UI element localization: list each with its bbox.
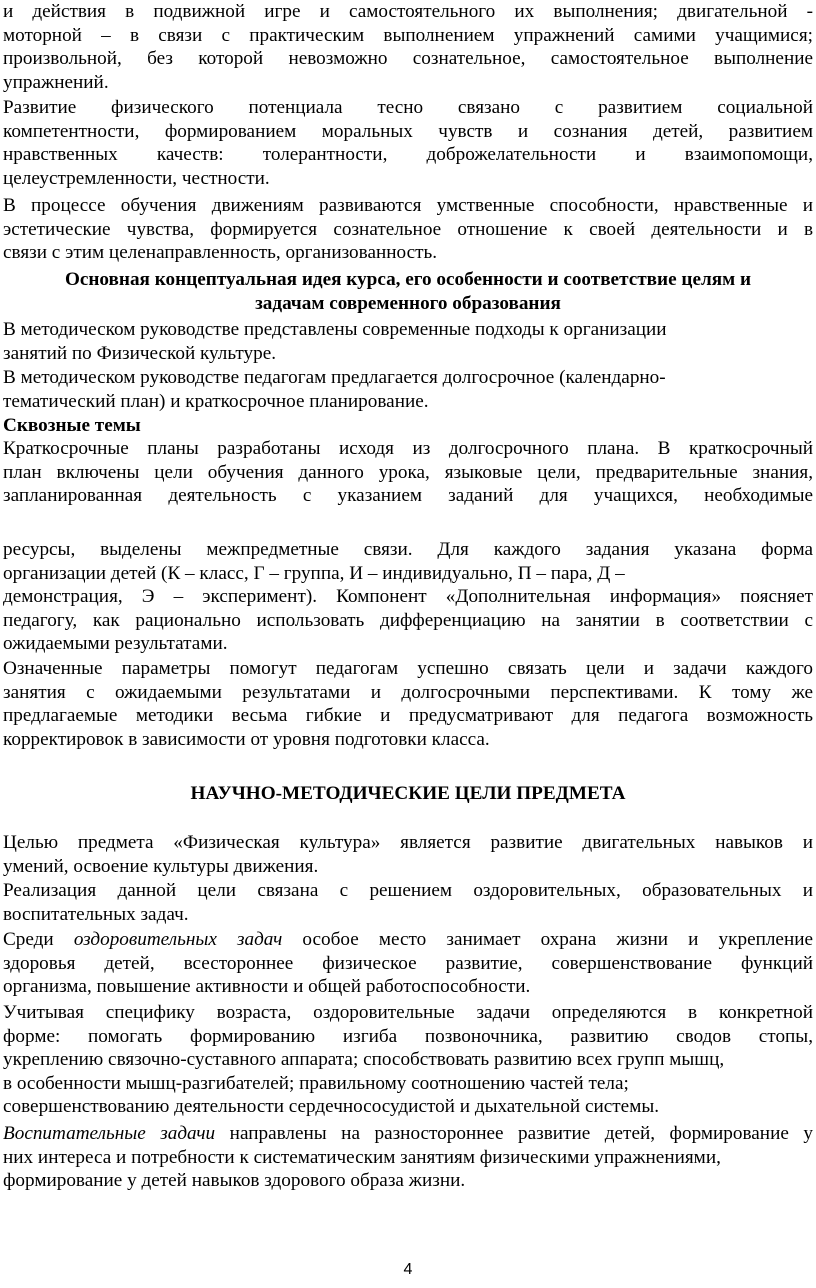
paragraph-health-tasks — [3, 928, 813, 999]
text-line: корректировок в зависимости от уровня подготовки класса. — [3, 728, 490, 750]
text-line: в особенности мышц-разгибателей; правильному соотношению частей тела; — [3, 1072, 629, 1094]
paragraph-educational-tasks — [3, 1122, 813, 1193]
text-line: целеустремленности, честности. — [3, 167, 270, 189]
text-line: предлагаемые методики весьма гибкие и предусматривают для педагога возможность — [3, 705, 813, 727]
text-line: занятий по Физической культуре. — [3, 342, 277, 364]
emphasis-text: Воспитательные задачи — [3, 1123, 216, 1144]
text-line: В процессе обучения движениям развиваются умственные способности, нравственные и — [3, 195, 813, 216]
text-line: Реализация данной цели связана с решением оздоровительных, образовательных и — [3, 880, 813, 901]
text-run: особое место занимает охрана жизни и укрепление — [282, 929, 813, 950]
text-line: умений, освоение культуры движения. — [3, 855, 319, 877]
paragraph-methodical-guide — [3, 318, 813, 365]
text-line: организма, повышение активности и общей работоспособности. — [3, 976, 531, 998]
paragraph-goal-realization — [3, 879, 813, 926]
heading-line: задачам современного образования — [255, 292, 561, 314]
text-run: направлены на разностороннее развитие детей, формирование у — [215, 1123, 813, 1144]
text-line: компетентности, формированием моральных чувств и сознания детей, развитием — [3, 120, 813, 142]
text-line: ожидаемыми результатами. — [3, 633, 228, 655]
text-line: них интереса и потребности к систематическим занятиям физическими упражнениями, — [3, 1146, 721, 1168]
paragraph-motor-skills — [3, 0, 813, 94]
paragraph-resources — [3, 538, 813, 656]
text-line: тематический план) и краткосрочное планирование. — [3, 390, 429, 412]
heading-cross-cutting-themes — [3, 414, 813, 438]
text-line: связи с этим целенаправленность, организованность. — [3, 242, 438, 264]
page-number: 4 — [403, 1261, 413, 1278]
text-line: нравственных качеств: толерантности, доброжелательности и взаимопомощи, — [3, 144, 813, 166]
text-line: и действия в подвижной игре и самостоятельного их выполнения; двигательной - — [3, 1, 813, 22]
text-line: форме: помогать формированию изгиба позвоночника, развитию сводов стопы, — [3, 1025, 813, 1047]
text-line: произвольной, без которой невозможно сознательное, самостоятельное выполнение — [3, 48, 813, 70]
heading-line: Сквозные темы — [3, 415, 141, 436]
heading-scientific-goals — [3, 782, 813, 806]
paragraph-physical-potential — [3, 96, 813, 190]
text-line: демонстрация, Э – эксперимент). Компонент «Дополнительная информация» поясняет — [3, 586, 813, 608]
text-line: упражнений. — [3, 71, 109, 93]
text-line: В методическом руководстве представлены современные подходы к организации — [3, 319, 667, 340]
text-line — [3, 928, 813, 952]
text-line: педагогу, как рационально использовать дифференциацию на занятии в соответствии с — [3, 609, 813, 631]
text-line: занятия с ожидаемыми результатами и долгосрочными перспективами. К тому же — [3, 681, 813, 703]
text-line: Целью предмета «Физическая культура» является развитие двигательных навыков и — [3, 832, 813, 853]
paragraph-age-specifics — [3, 1001, 813, 1119]
text-line: формирование у детей навыков здорового образа жизни. — [3, 1170, 466, 1192]
text-line: запланированная деятельность с указанием заданий для учащихся, необходимые — [3, 485, 813, 507]
text-line: Означенные параметры помогут педагогам успешно связать цели и задачи каждого — [3, 658, 813, 679]
heading-line: НАУЧНО-МЕТОДИЧЕСКИЕ ЦЕЛИ ПРЕДМЕТА — [190, 783, 626, 804]
text-line: укреплению связочно-суставного аппарата; способствовать развитию всех групп мышц, — [3, 1049, 725, 1071]
text-line: В методическом руководстве педагогам предлагается долгосрочное (календарно- — [3, 367, 666, 388]
text-line: здоровья детей, всестороннее физическое развитие, совершенствование функций — [3, 952, 813, 974]
emphasis-text: оздоровительных задач — [73, 929, 283, 950]
paragraph-parameters — [3, 657, 813, 751]
text-line: эстетические чувства, формируется сознательное отношение к своей деятельности и в — [3, 218, 813, 240]
text-line: ресурсы, выделены межпредметные связи. Для каждого задания указана форма — [3, 539, 813, 560]
text-run: Среди — [3, 929, 74, 950]
paragraph-subject-goal — [3, 831, 813, 878]
text-line: воспитательных задач. — [3, 903, 189, 925]
text-line: план включены цели обучения данного урока, языковые цели, предварительные знания, — [3, 461, 813, 483]
paragraph-planning — [3, 366, 813, 413]
text-line — [3, 1122, 813, 1146]
text-line: организации детей (К – класс, Г – группа, И – индивидуально, П – пара, Д – — [3, 562, 625, 584]
text-line: Учитывая специфику возраста, оздоровительные задачи определяются в конкретной — [3, 1002, 813, 1023]
text-line: моторной – в связи с практическим выполнением упражнений самими учащимися; — [3, 24, 813, 46]
paragraph-short-term-plans — [3, 437, 813, 508]
heading-line: Основная концептуальная идея курса, его особенности и соответствие целям и — [64, 269, 752, 290]
text-line: совершенствованию деятельности сердечнососудистой и дыхательной системы. — [3, 1096, 660, 1118]
text-line: Развитие физического потенциала тесно связано с развитием социальной — [3, 97, 813, 118]
heading-course-concept — [3, 268, 813, 315]
text-line: Краткосрочные планы разработаны исходя из долгосрочного плана. В краткосрочный — [3, 438, 813, 459]
paragraph-learning-movements — [3, 194, 813, 265]
